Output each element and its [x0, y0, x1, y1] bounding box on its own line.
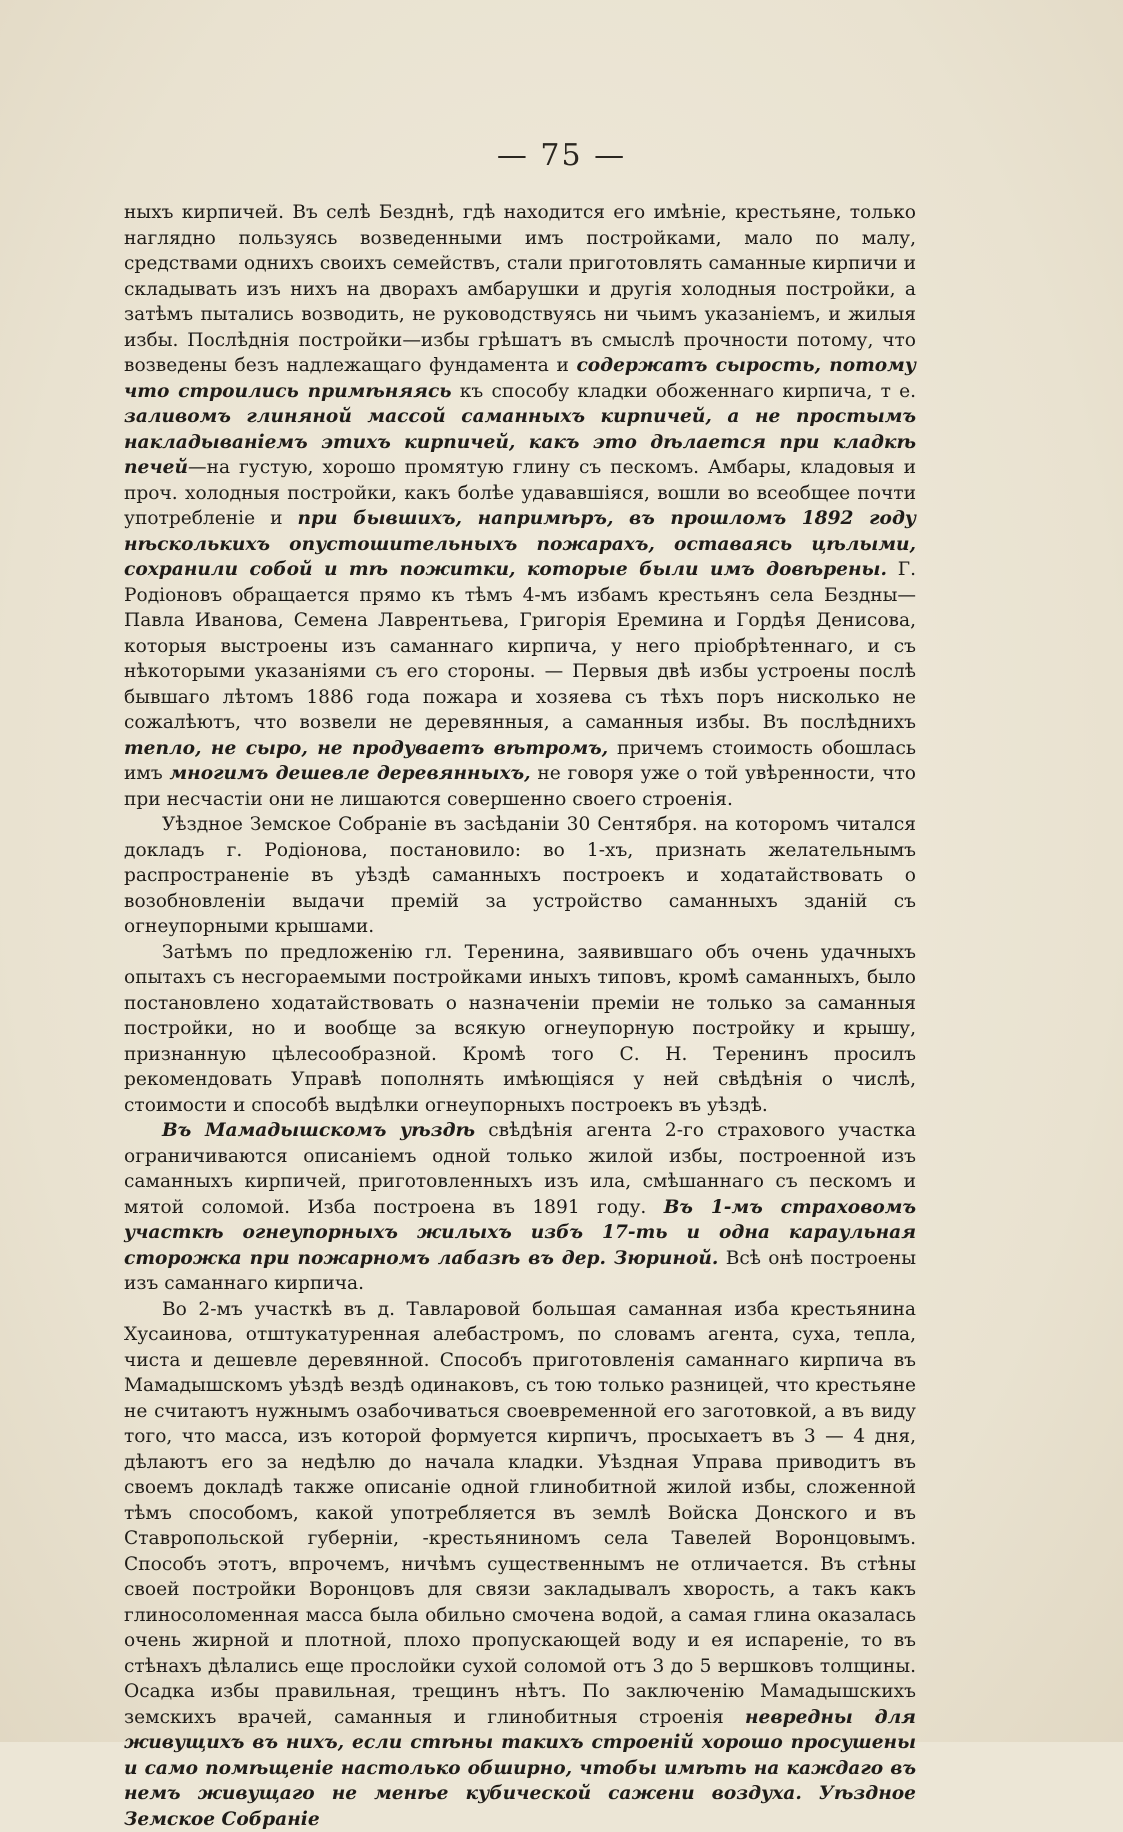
paragraph — [124, 940, 916, 1119]
emphasized-text: при бывшихъ, напримѣръ, въ прошломъ 1892 году нѣсколькихъ опустошительныхъ пожарахъ, оставаясь цѣлыми, сохранили собой и тѣ пожитки, которые были имъ довѣрены. — [124, 508, 916, 580]
text-run: Уѣздное Земское Собраніе въ засѣданіи 30 Сентября. на которомъ читался докладъ г. Родіонова, постановило: во 1-хъ, признать желательнымъ распространеніе въ уѣздѣ саманныхъ построекъ и ходатайствовать о возобновленіи выдачи премій за устройство саманныхъ зданій съ огнеупорными крышами. — [124, 814, 916, 937]
emphasized-text: заливомъ глиняной массой саманныхъ кирпичей, а не простымъ накладываніемъ этихъ кирпичей, какъ это дѣлается при кладкѣ печей — [124, 406, 916, 478]
text-run: не говоря уже о той увѣренности, что при несчастіи они не лишаются совершенно своего строенія. — [124, 763, 916, 810]
emphasized-text: Въ 1-мъ страховомъ участкѣ огнеупорныхъ жилыхъ избъ 17-ть и одна караульная сторожка при пожарномъ лабазѣ въ дер. Зюриной. — [124, 1197, 916, 1269]
text-run: Затѣмъ по предложенію гл. Теренина, заявившаго объ очень удачныхъ опытахъ съ несгораемыми постройками иныхъ типовъ, кромѣ саманныхъ, было постановлено ходатайствовать о назначеніи преміи не только за саманныя постройки, но и вообще за всякую огнеупорную постройку и крышу, признанную цѣлесообразной. Кромѣ того С. Н. Теренинъ просилъ рекомендовать Управѣ пополнять имѣющіяся у ней свѣдѣнія о числѣ, стоимости и способѣ выдѣлки огнеупорныхъ построекъ въ уѣздѣ. — [124, 942, 916, 1116]
text-run: Г. Родіоновъ обращается прямо къ тѣмъ 4-мъ избамъ крестьянъ села Бездны—Павла Иванова, Семена Лаврентьева, Григорія Еремина и Гордѣя Денисова, которыя выстроены изъ саманнаго кирпича, у него пріобрѣтеннаго, и съ нѣкоторыми указаніями съ его стороны. — Первыя двѣ избы устроены послѣ бывшаго лѣтомъ 1886 года пожара и хозяева съ тѣхъ поръ нисколько не сожалѣютъ, что возвели не деревянныя, а саманныя избы. Въ послѣднихъ — [124, 559, 916, 733]
paragraph — [124, 1118, 916, 1297]
emphasized-text: многимъ дешевле деревянныхъ, — [169, 763, 530, 784]
text-run: свѣдѣнія агента 2-го страхового участка ограничиваются описаніемъ одной только жилой избы, построенной изъ саманныхъ кирпичей, приготовленныхъ изъ ила, смѣшаннаго съ пескомъ и мятой соломой. Изба построена въ 1891 году. — [124, 1120, 916, 1218]
text-run: —на густую, хорошо промятую глину съ пескомъ. Амбары, кладовыя и проч. холодныя постройки, какъ болѣе удававшіяся, вошли во всеобщее почти употребленіе и — [124, 457, 916, 529]
emphasized-text: Въ Мамадышскомъ уѣздѣ — [162, 1120, 475, 1141]
emphasized-text: содержатъ сырость, потому что строились примѣняясь — [124, 355, 916, 402]
text-run: Во 2-мъ участкѣ въ д. Тавларовой большая саманная изба крестьянина Хусаинова, отштукатуренная алебастромъ, по словамъ агента, суха, тепла, чиста и дешевле деревянной. Способъ приготовленія саманнаго кирпича въ Мамадышскомъ уѣздѣ вездѣ одинаковъ, съ тою только разницей, что крестьяне не считаютъ нужнымъ озабочиваться своевременной его заготовкой, а въ виду того, что масса, изъ которой формуется кирпичъ, просыхаетъ въ 3 — 4 дня, дѣлаютъ его за недѣлю до начала кладки. Уѣздная Управа приводитъ въ своемъ докладѣ также описаніе одной глинобитной жилой избы, сложенной тѣмъ способомъ, какой употребляется въ землѣ Войска Донского и въ Ставропольской губерніи, -крестьяниномъ села Тавелей Воронцовымъ. Способъ этотъ, впрочемъ, ничѣмъ существеннымъ не отличается. Въ стѣны своей постройки Воронцовъ для связи закладывалъ хворость, а такъ какъ глиносоломенная масса была обильно смочена водой, а самая глина оказалась очень жирной и плотной, плохо пропускающей воду и ея испареніе, то въ стѣнахъ дѣлались еще прослойки сухой соломой отъ 3 до 5 вершковъ толщины. Осадка избы правильная, трещинъ нѣтъ. По заключенію Мамадышскихъ земскихъ врачей, саманныя и глинобитныя строенія — [124, 1299, 916, 1728]
paragraph — [124, 200, 916, 812]
text-run: къ способу кладки обоженнаго кирпича, т е. — [452, 381, 916, 402]
emphasized-text: тепло, не сыро, не продуваетъ вѣтромъ, — [124, 738, 608, 759]
paragraph — [124, 1297, 916, 1832]
emphasized-text: невредны для живущихъ въ нихъ, если стѣны такихъ строеній хорошо просушены и само помѣщеніе настолько обширно, чтобы имѣть на каждаго въ немъ живущаго не менѣе кубической сажени воздуха. Уѣздное Земское Собраніе — [124, 1707, 916, 1830]
body-text — [124, 200, 916, 1832]
paragraph — [124, 812, 916, 940]
text-run: ныхъ кирпичей. Въ селѣ Безднѣ, гдѣ находится его имѣніе, крестьяне, только наглядно пользуясь возведенными имъ постройками, мало по малу, средствами однихъ своихъ семействъ, стали приготовлять саманные кирпичи и складывать изъ нихъ на дворахъ амбарушки и другія холодныя постройки, а затѣмъ пытались возводить, не руководствуясь ни чьимъ указаніемъ, и жилыя избы. Послѣднія постройки—избы грѣшатъ въ смыслѣ прочности потому, что возведены безъ надлежащаго фундамента и — [124, 202, 916, 376]
page-number: — 75 — — [0, 138, 1123, 173]
text-run: Всѣ онѣ построены изъ саманнаго кирпича. — [124, 1248, 916, 1295]
text-run: причемъ стоимость обошлась имъ — [124, 738, 916, 785]
